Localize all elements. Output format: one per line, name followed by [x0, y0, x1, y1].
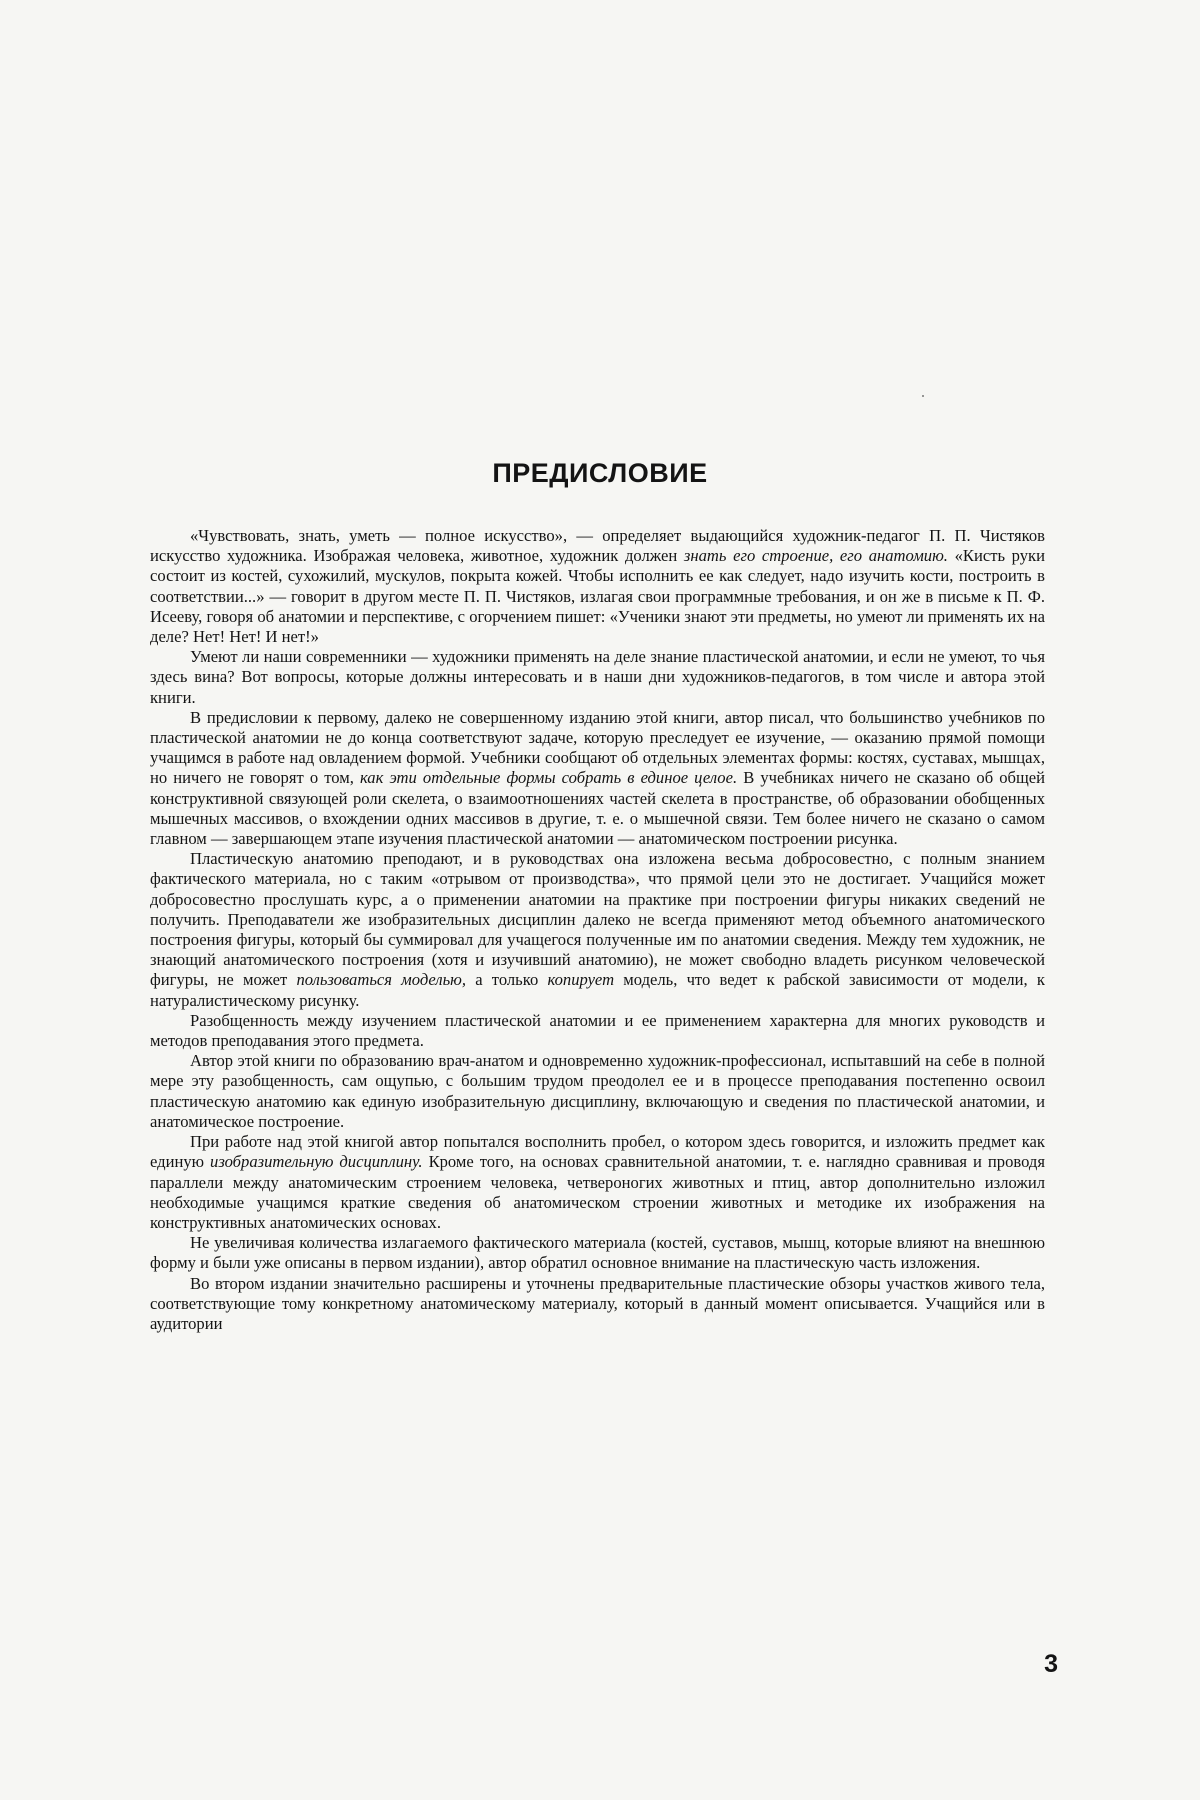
emphasis-text: знать его строение, его анатомию. — [683, 546, 948, 566]
paragraph — [150, 708, 1045, 849]
text-run: Не увеличивая количества излагаемого фактического материала (костей, суставов, мышц, которые влияют на внешнюю форму и были уже описаны в первом издании), автор обратил основное внимание на пластическую часть изложения. — [150, 1233, 1045, 1273]
paragraph — [150, 1274, 1045, 1335]
text-run: Пластическую анатомию преподают, и в руководствах она изложена весьма добросовестно, с полным знанием фактического материала, но с таким «отрывом от производства», что прямой цели это не достигает. Учащийся может добросовестно прослушать курс, а о применении анатомии на практике при построении фигуры никаких сведений не получить. Преподаватели же изобразительных дисциплин далеко не всегда применяют метод объемного анатомического построения фигуры, который бы суммировал для учащегося полученные им по анатомии сведения. Между тем художник, не знающий анатомического построения (хотя и изучивший анатомию), не может свободно владеть рисунком человеческой фигуры, не может — [150, 849, 1045, 990]
text-run: Умеют ли наши современники — художники применять на деле знание пластической анатомии, и если не умеют, то чья здесь вина? Вот вопросы, которые должны интересовать и в наши дни художников-педагогов, в том числе и автора этой книги. — [150, 647, 1045, 707]
text-run: В учебниках ничего не сказано об общей конструктивной связующей роли скелета, о взаимоотношениях частей скелета в пространстве, об образовании обобщенных мышечных массивов, о вхождении одних массивов в другие, т. е. о мышечной связи. Тем более ничего не сказано о самом главном — завершающем этапе изучения пластической анатомии — анатомическом построении рисунка. — [150, 768, 1046, 849]
text-run: При работе над этой книгой автор попытался восполнить пробел, о котором здесь говорится, и изложить предмет как единую — [150, 1132, 1045, 1172]
text-run: В предисловии к первому, далеко не совершенному изданию этой книги, автор писал, что большинство учебников по пластической анатомии не до конца соответствуют задаче, которую преследует ее изучение, — оказанию прямой помощи учащимся в работе над овладением формой. Учебники сообщают об отдельных элементах формы: костях, суставах, мышцах, но ничего не говорят о том, — [150, 707, 1045, 788]
text-run: а только — [466, 970, 548, 990]
text-run: Разобщенность между изучением пластической анатомии и ее применением характерна для многих руководств и методов преподавания этого предмета. — [150, 1010, 1045, 1051]
paragraph — [150, 526, 1045, 647]
text-run: Автор этой книги по образованию врач-анатом и одновременно художник-профессионал, испытавший на себе в полной мере эту разобщенность, сам ощупью, с большим трудом преодолел ее и в процессе преподавания постепенно освоил пластическую анатомию как единую изобразительную дисциплину, включающую и сведения по пластической анатомии, и анатомическое построение. — [150, 1051, 1045, 1131]
text-run: «Чувствовать, знать, уметь — полное искусство», — определяет выдающийся художник-педагог П. П. Чистяков искусство художника. Изображая человека, животное, художник должен — [150, 526, 1045, 566]
text-run: Кроме того, на основах сравнительной анатомии, т. е. наглядно сравнивая и проводя параллели между анатомическим строением человека, четвероногих животных и птиц, автор дополнительно изложил необходимые учащимся краткие сведения об анатомическом строении животных и методике их изображения на конструктивных анатомических основах. — [150, 1152, 1045, 1232]
paragraph — [150, 1132, 1045, 1233]
text-run: «Кисть руки состоит из костей, сухожилий, мускулов, покрыта кожей. Чтобы исполнить ее как следует, надо изучить кости, построить в соответствии...» — говорит в другом месте П. П. Чистяков, излагая свои программные требования, и он же в письме к П. Ф. Исееву, говоря об анатомии и перспективе, с огорчением пишет: «Ученики знают эти предметы, но умеют ли применять их на деле? Нет! Нет! И нет!» — [150, 546, 1046, 647]
emphasis-text: как эти отдельные формы собрать в единое целое. — [359, 768, 738, 788]
paragraph — [150, 1011, 1045, 1051]
paragraph — [150, 647, 1045, 708]
text-run: Во втором издании значительно расширены и уточнены предварительные пластические обзоры участков живого тела, соответствующие тому конкретному анатомическому материалу, который в данный момент описывается. Учащийся или в аудитории — [150, 1273, 1045, 1333]
text-run: модель, что ведет к рабской зависимости от модели, к натуралистическому рисунку. — [150, 970, 1045, 1010]
paragraph — [150, 1233, 1045, 1273]
page-number: 3 — [1044, 1650, 1058, 1678]
paragraph — [150, 849, 1045, 1011]
emphasis-text: изобразительную дисциплину. — [210, 1152, 423, 1172]
paragraph — [150, 1051, 1045, 1132]
print-speck — [922, 395, 924, 397]
preface-text — [150, 526, 1045, 1334]
emphasis-text: копирует — [547, 970, 615, 990]
emphasis-text: пользоваться моделью, — [296, 970, 467, 990]
page-title: ПРЕДИСЛОВИЕ — [492, 458, 708, 488]
